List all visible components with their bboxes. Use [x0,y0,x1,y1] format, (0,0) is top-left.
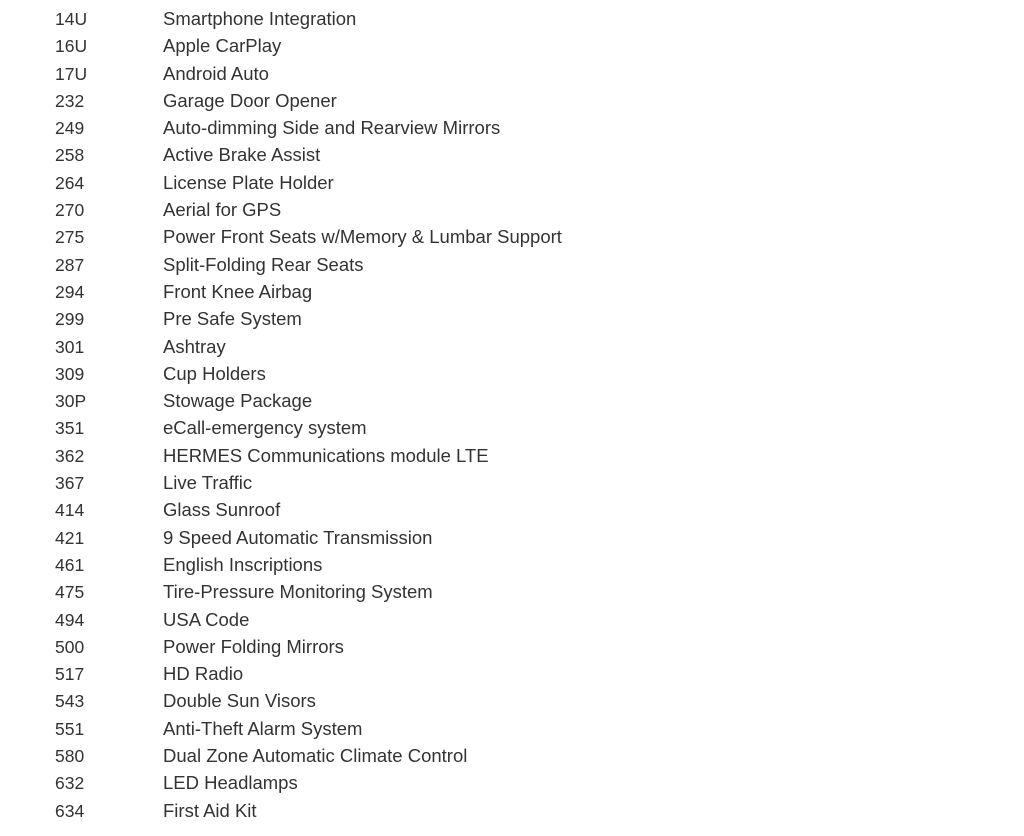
option-code: 634 [55,800,85,821]
option-code: 517 [55,664,85,685]
option-code: 414 [55,500,85,521]
option-row [0,360,1024,387]
option-code: 632 [55,773,85,794]
option-description: Dual Zone Automatic Climate Control [163,745,468,767]
option-code: 494 [55,609,85,630]
option-row [0,223,1024,250]
option-row [0,114,1024,141]
option-row [0,5,1024,32]
option-row [0,278,1024,305]
option-description: First Aid Kit [163,799,257,821]
option-description: Split-Folding Rear Seats [163,253,364,275]
option-description: HD Radio [163,663,244,685]
option-code: 14U [55,9,88,29]
option-code: 287 [55,254,85,275]
option-description: USA Code [163,608,250,630]
option-code: 264 [55,172,85,193]
option-code: 17U [55,63,88,84]
option-description: LED Headlamps [163,772,298,794]
option-description: English Inscriptions [163,553,323,575]
option-row [0,578,1024,605]
option-description: Power Front Seats w/Memory & Lumbar Support [163,226,562,248]
option-code-list [0,5,1024,824]
option-description: Aerial for GPS [163,199,282,221]
option-code: 500 [55,636,85,657]
option-description: Active Brake Assist [163,144,321,166]
option-row [0,742,1024,769]
option-row [0,469,1024,496]
option-code: 475 [55,582,85,603]
option-code: 362 [55,445,85,466]
option-description: Power Folding Mirrors [163,635,344,657]
option-code: 580 [55,746,85,767]
option-row [0,633,1024,660]
option-row [0,87,1024,114]
option-code: 301 [55,336,85,357]
option-row [0,169,1024,196]
option-description: Tire-Pressure Monitoring System [163,581,433,603]
option-row [0,60,1024,87]
option-row [0,524,1024,551]
option-description: Cup Holders [163,362,266,384]
option-description: Glass Sunroof [163,499,281,521]
option-description: License Plate Holder [163,171,334,193]
option-code: 461 [55,554,85,575]
option-description: Stowage Package [163,390,313,412]
option-description: Front Knee Airbag [163,280,313,302]
option-row [0,305,1024,332]
option-code: 16U [55,36,88,57]
option-row [0,769,1024,796]
option-description: Anti-Theft Alarm System [163,717,363,739]
option-row [0,797,1024,824]
option-description: Android Auto [163,62,269,84]
option-row [0,196,1024,223]
option-row [0,32,1024,59]
option-description: Auto-dimming Side and Rearview Mirrors [163,117,501,139]
option-row [0,387,1024,414]
option-code: 309 [55,363,85,384]
option-row [0,333,1024,360]
option-code: 258 [55,145,85,166]
option-row [0,442,1024,469]
option-code: 294 [55,281,85,302]
option-code: 351 [55,418,85,439]
option-description: Double Sun Visors [163,690,316,712]
option-description: Ashtray [163,335,226,357]
option-code: 249 [55,118,85,139]
option-code: 551 [55,718,85,739]
option-description: Live Traffic [163,472,253,494]
option-description: Garage Door Opener [163,89,337,111]
option-code: 299 [55,309,85,330]
option-description: Apple CarPlay [163,35,282,57]
option-row [0,141,1024,168]
option-code: 275 [55,227,85,248]
option-code: 30P [55,391,87,412]
option-description: Smartphone Integration [163,8,357,29]
option-row [0,660,1024,687]
option-row [0,715,1024,742]
option-row [0,606,1024,633]
option-description: 9 Speed Automatic Transmission [163,526,433,548]
option-code: 270 [55,200,85,221]
option-description: eCall-emergency system [163,417,367,439]
option-row [0,687,1024,714]
option-code: 232 [55,90,85,111]
option-description: HERMES Communications module LTE [163,444,489,466]
option-code: 367 [55,473,85,494]
option-row [0,551,1024,578]
option-description: Pre Safe System [163,308,302,330]
option-row [0,496,1024,523]
option-row [0,414,1024,441]
option-row [0,251,1024,278]
option-code: 421 [55,527,85,548]
option-code: 543 [55,691,85,712]
